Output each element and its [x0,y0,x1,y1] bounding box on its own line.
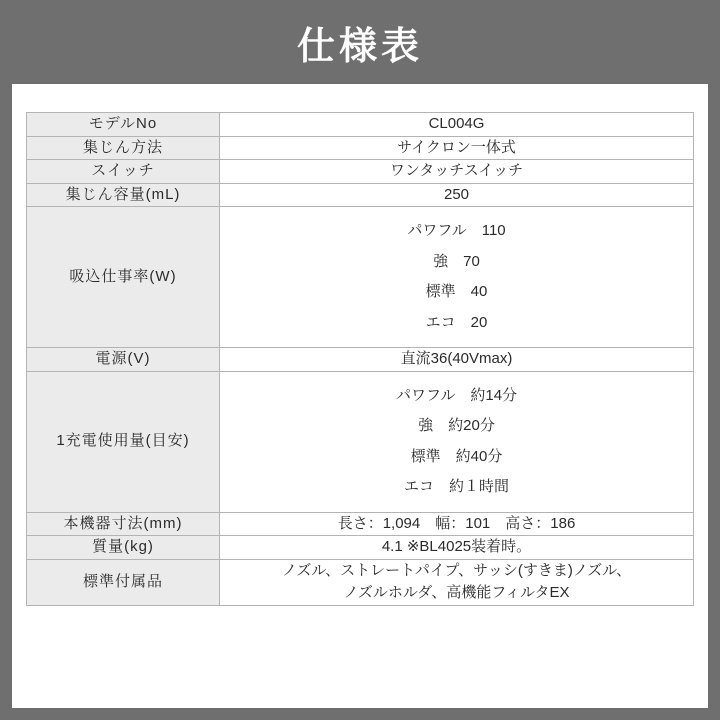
row-value-line: パワフル 約14分 [395,386,518,404]
table-row [27,512,694,536]
row-value-line: エコ 20 [425,313,488,331]
page-header [0,0,720,84]
row-value-line: ノズルホルダ、高機能フィルタEX [343,584,570,601]
row-value [220,559,694,605]
spec-table-body [27,113,694,606]
row-value [220,371,694,512]
row-label: 集じん方法 [27,136,220,160]
row-label: 電源(V) [27,348,220,372]
row-label: 吸込仕事率(W) [27,207,220,348]
row-label: スイッチ [27,160,220,184]
row-label: モデルNo [27,113,220,137]
table-row [27,371,694,512]
row-value: サイクロン一体式 [220,136,694,160]
row-label: 本機器寸法(mm) [27,512,220,536]
row-value-line: パワフル 110 [407,222,506,239]
row-value: 直流36(40Vmax) [220,348,694,372]
row-value: 4.1 ※BL4025装着時。 [220,536,694,560]
row-label: 集じん容量(mL) [27,183,220,207]
table-row [27,113,694,137]
row-value: 250 [220,183,694,207]
row-label: 1充電使用量(目安) [27,371,220,512]
table-row [27,348,694,372]
frame-border-bottom [0,708,720,720]
row-value: 長さ：1,094 幅：101 高さ：186 [220,512,694,536]
table-row [27,536,694,560]
row-value [220,207,694,348]
table-row [27,207,694,348]
table-row [27,183,694,207]
row-value: CL004G [220,113,694,137]
row-value-line: 標準 40 [425,283,488,300]
page-title: 仕様表 [296,25,423,68]
table-row [27,160,694,184]
frame-border-left [0,0,12,720]
row-value: ワンタッチスイッチ [220,160,694,184]
row-label: 標準付属品 [27,559,220,605]
spec-table [26,112,694,606]
spec-table-container [12,84,708,708]
row-value-line: 強 約20分 [418,417,495,434]
table-row [27,136,694,160]
row-value-line: ノズル、ストレートパイプ、サッシ(すきま)ノズル、 [281,561,632,579]
table-row [27,559,694,605]
row-value-line: 標準 約40分 [410,447,503,465]
row-label: 質量(kg) [27,536,220,560]
row-value-line: エコ 約１時間 [403,478,509,495]
row-value-line: 強 70 [433,252,480,270]
frame-border-right [708,0,720,720]
